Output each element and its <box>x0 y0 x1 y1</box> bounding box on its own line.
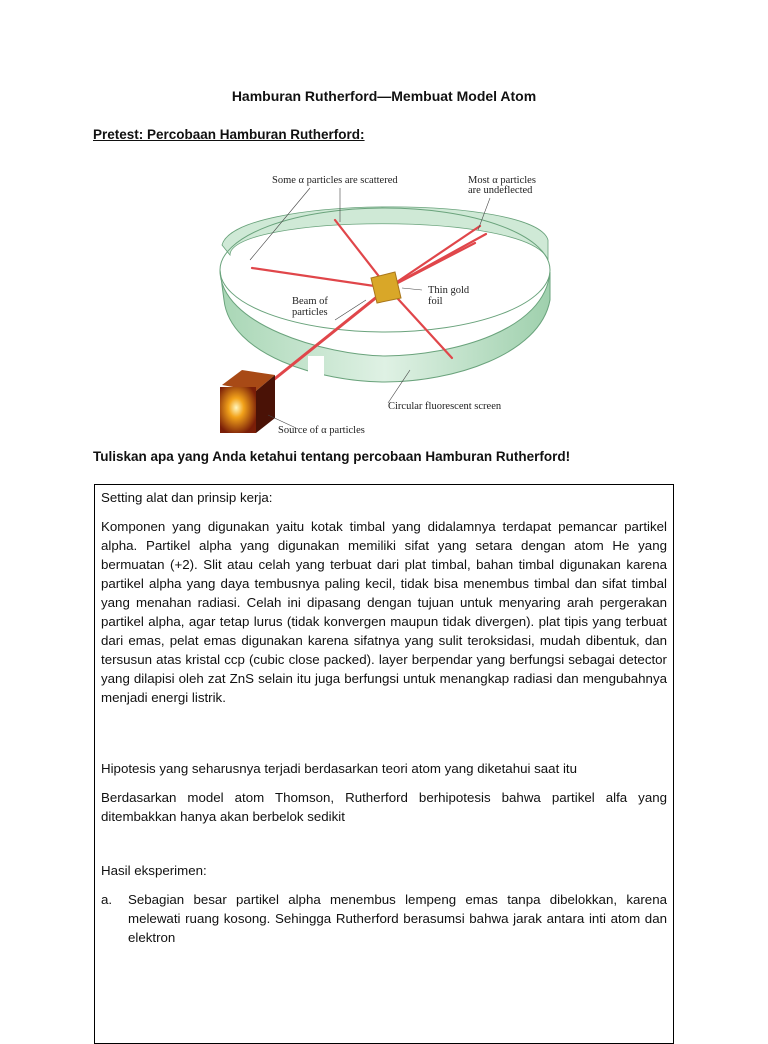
label-gold-foil-line1: Thin gold <box>428 285 470 296</box>
setting-heading: Setting alat dan prinsip kerja: <box>101 490 273 505</box>
gold-foil <box>371 272 401 303</box>
pretest-heading: Pretest: Percobaan Hamburan Rutherford: <box>93 127 365 142</box>
document-title: Hamburan Rutherford—Membuat Model Atom <box>231 88 537 104</box>
label-screen: Circular fluorescent screen <box>388 401 502 412</box>
setting-body: Komponen yang digunakan yaitu kotak timbal yang didalamnya terdapat pemancar partikel alpha. Partikel alpha yang digunakan memiliki sifat yang setara dengan atom He yang bermuatan (+2). Slit atau celah yang terbuat dari plat timbal, bahan timbal digunakan karena partikel alpha yang daya tembusnya paling kecil, tidak bisa menembus timbal dan sifat timbal yang menahan radiasi. Celah ini dipasang dengan tujuan untuk menyaring arah pergerakan partikel alpha, agar tetap lurus (tidak konvergen maupun tidak divergen). plat tipis yang terbuat dari emas, pelat emas digunakan karena sifatnya yang sulit teroksidasi, mudah dibentuk, dan tersusun atas kristal ccp (cubic close packed). layer berpendar yang berfungsi sebagai detector yang dilapisi oleh zat ZnS selain itu juga berfungsi untuk menangkap radiasi dan mengubahnya menjadi energi listrik. <box>101 519 667 705</box>
label-scattered: Some α particles are scattered <box>272 175 398 186</box>
results-heading: Hasil eksperimen: <box>101 863 207 878</box>
label-source: Source of α particles <box>278 425 365 436</box>
alpha-source-box <box>220 370 275 433</box>
label-undeflected-line1: Most α particles <box>468 175 536 186</box>
result-item-marker: a. <box>101 892 113 907</box>
instruction-text: Tuliskan apa yang Anda ketahui tentang percobaan Hamburan Rutherford! <box>93 449 571 464</box>
screen-back-wall <box>222 207 548 260</box>
answer-box <box>94 484 674 1044</box>
rutherford-experiment-figure <box>190 160 570 445</box>
label-beam-line1: Beam of <box>292 296 328 307</box>
hypothesis-heading: Hipotesis yang seharusnya terjadi berdasarkan teori atom yang diketahui saat itu <box>101 761 578 776</box>
result-item-a <box>101 890 667 947</box>
result-item-text: Sebagian besar partikel alpha menembus lempeng emas tanpa dibelokkan, karena melewati ruang kosong. Sehingga Rutherford berasumsi bahwa jarak antara inti atom dan elektron <box>128 892 667 945</box>
label-beam-line2: particles <box>292 307 328 318</box>
hypothesis-body: Berdasarkan model atom Thomson, Rutherford berhipotesis bahwa partikel alfa yang ditembakkan hanya akan berbelok sedikit <box>101 790 667 824</box>
label-gold-foil-line2: foil <box>428 296 443 307</box>
rutherford-diagram <box>190 160 570 445</box>
label-undeflected-line2: are undeflected <box>468 185 533 196</box>
